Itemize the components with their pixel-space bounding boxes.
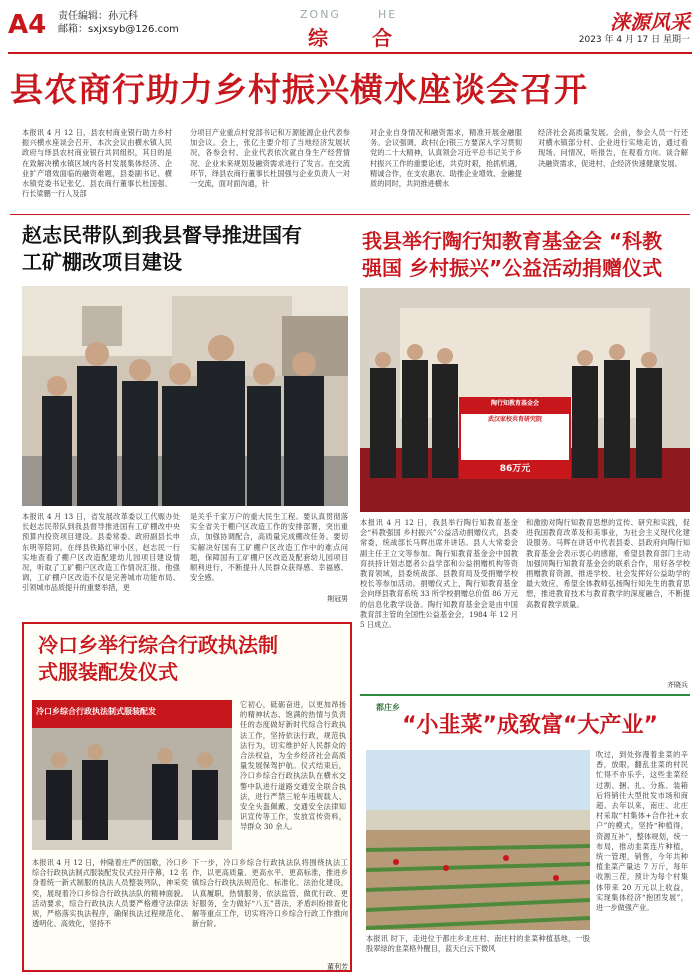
lead-headline: 县农商行助力乡村振兴横水座谈会召开: [10, 70, 588, 109]
section-cn-1: 综: [308, 26, 328, 50]
section-cn-2: 合: [372, 26, 392, 50]
leek-byline: 都庄乡: [376, 702, 400, 712]
leek-photo: [366, 750, 590, 930]
lead-col-4: 经济社会高质量发展。会前，参会人员一行还对横水镇部分村、企业进行实地走访，通过看现场、问情况，听报告，在观看方向、谈合解决融资需求，促进村、企经济快速健康发展。: [538, 128, 688, 168]
leek-bottom-col: 本报讯 时下，走进位于都庄乡北庄村、南庄村的韭菜种植基地，一股股翠绿的韭菜格外醒目，蓝天白云下微风: [366, 934, 590, 954]
zhao-title-line-2: 工矿棚改项目建设: [22, 250, 182, 274]
header-rule: [8, 52, 692, 54]
masthead: 涞源风采: [610, 10, 690, 34]
email-line: 邮箱：sxjxsyb@126.com: [58, 24, 179, 35]
section-en-1: ZONG: [300, 8, 341, 21]
leng-banner: 冷口乡综合行政执法制式服装配发: [36, 707, 156, 716]
zhao-col-1: 本报讯 4 月 13 日，省发展改革委以工代赈办处长赵志民带队到我县督导推进国有工矿棚改中央预算内投资项目建设。县委常委、政府副县长申东明等陪同。在绎县铁路红审小区，赵志民一行实地查看了棚户区改造配建幼儿园项目建设情况，听取了工矿棚户区改造工作情况汇报。他强调，工矿棚户区改造不仅是完善城市功能布局、引领城市品质提升的重要举措，更: [22, 512, 180, 593]
leng-title: [38, 632, 348, 686]
zhao-title-line-1: 赵志民带队到我县督导推进国有: [22, 223, 302, 247]
lead-col-1: 本报讯 4 月 12 日，县农村商业银行助力乡村振兴横水座谈会召开，本次会议由横水镇人民政府与绎县农村商业银行共同组织，其目的是在致解决横水镇区域内各村发展集体经济、企业扩产增效面临的融资难题，县委副书记、横水镇党委书记张亿、县农商行董事长杜国强、行长梁鹏一行人及部: [22, 128, 172, 199]
zhao-credit: 荆冠男: [327, 595, 348, 603]
zhao-title: [22, 222, 352, 276]
leek-right-col: 吹过，到处弥漫着韭菜的辛香，放眼，翻乱韭菜的村民忙得不亦乐乎，这些韭菜经过割、捆、扎、分拣、装箱后将销往大型批发市场和商超。去年以来，南庄、北庄村采取“村集体+合作社+农户”的模式，坚持“种植得，资源互补”，整体规划，统一布局，推动韭菜连片种植，统一管理，销售，今年共种植韭菜产量达 7 万斤，每年收割三茬，预计为每个村集体带来 20 万元以上收益，实现集体经济“抱团发展”，进一步做强产业。: [596, 750, 688, 913]
edu-title-line-1: 我县举行陶行知教育基金会 “科教: [362, 229, 663, 253]
section-en-2: HE: [378, 8, 398, 21]
editor-info: [58, 10, 179, 36]
edu-title-line-2: 强国 乡村振兴”公益活动捐赠仪式: [362, 256, 663, 280]
edu-credit: 齐晓兵: [667, 681, 688, 689]
zhao-col-2: 是关乎千家万户的重大民生工程。要认真贯彻落实全省关于棚户区改造工作的安排部署，突出重点，加强协调配合，高质量完成棚改任务。要切实解决好国有工矿棚户区改造工作中的难点问题，保障国有工矿棚户区改造及配套幼儿园项目顺利进行，不断提升人民群众获得感、幸福感、安全感。: [190, 512, 348, 583]
leng-col-2: 下一步，冷口乡综合行政执法队将围绕执法工作，以更高质量、更高水平、更高标准，推进乡镇综合行政执法规范化、标准化、法治化建设，认真履职，热情服务，依法监管，做优行政、更好服务，全力做好“八五”普法，矛盾纠纷排查化解等重点工作，切实将冷口乡综合行政工作推向新台阶。: [192, 858, 348, 929]
leng-title-line-1: 冷口乡举行综合行政执法制: [38, 633, 278, 657]
leng-col-1: 本报讯 4 月 12 日，仲隆着庄严的国歌，冷口乡综合行政执法制式服装配发仪式拉开序幕，12 名身着统一新式制服的执法人员整装列队，神采奕奕，展现着冷口乡综合行政执法队的精神面貌。活动要求，综合行政执法人员要严格遵守法律法规，严格落实执法程序，确保执法过程规范化、透明化、高效化，坚持不: [32, 858, 188, 929]
edu-col-2: 和激励对陶行知教育思想的宣传、研究和实践，促进我国教育改革及和美事业，为社会主义现代化建设服务。马辉在讲话中代表县委、县政府向陶行知教育基金会表示衷心的感谢，希望县教育部门主动加强同陶行知教育基金会的联系合作，用好各学校捐赠教育资源，推进学校、社会发挥好公益助学的最大效应，希望全体教师弘扬陶行知先生的教育思想，推进教育技术与教育教学的深度融合，不断提高教育教学质量。: [526, 518, 690, 609]
leng-right-col: 它初心，砥砺奋进，以更加昂扬的精神状态、饱满的热情与负责任的态度做好新时代综合行政执法工作，坚持依法行政，规范执法行为，切实维护好人民群众的合法权益，为全乡经济社会高质量发展保驾护航。仪式结束后，冷口乡综合行政执法队在横水交警中队进行道路交通安全联合执法，进行严禁三轮车违规载人、安全头盔佩戴、交通安全法律知识宣传等工作，发放宣传资料，导群众 30 余人。: [240, 700, 346, 832]
page-number: A4: [8, 10, 47, 40]
lead-col-3: 对企业自身情况和融资需求，精准开展金融服务。会议强调，政村(企)银三方要深入学习贯彻党的二十大精神，认真领会习近平总书记关于乡村振兴工作的重要论述，共克时艰，抢抓机遇，精诚合作，在支农惠农、助推企业增效、金融提质的同时，共同推进横水: [370, 128, 522, 189]
leng-title-line-2: 式服装配发仪式: [38, 660, 178, 684]
editor-line: 责任编辑：孙元科: [58, 11, 138, 22]
edu-title: [362, 228, 692, 282]
leng-photo: [32, 700, 232, 850]
divider: [10, 214, 690, 215]
zhao-photo: [22, 286, 348, 506]
edu-board-amount: 86万元: [499, 464, 531, 474]
edu-board-title: 陶行知教育基金会: [490, 400, 539, 407]
edu-col-1: 本报讯 4 月 12 日，我县举行陶行知教育基金会“科教强国 乡村振兴”公益活动捐赠仪式，县委常委，统战部长马辉出席并讲话。县人大常委会副主任王立文等参加。陶行知教育基金会中国教育扶持计划志愿者公益学部和公益捐赠机构等资教育领域，县委统战部、县教育局及受捐赠学校校长等参加活动。捐赠仪式上，陶行知教育基金会向绎县教育系统 33 所学校捐赠总价值 86 万元的信息化教学设备。陶行知教育基金会是由中国教育部主管的全国性公益基金会，1984 年 12 月 5 日成立。: [360, 518, 518, 630]
issue-date: 2023 年 4 月 17 日 星期一: [578, 35, 690, 45]
leek-title: “小韭菜”成致富“大产业”: [402, 713, 658, 738]
lead-col-2: 分项目产业重点村党部书记和万源能源企业代表参加会议。会上，张亿主要介绍了当地经济发展状况，各参会村、企业代表依次就自身生产经营情况、企业未来规划及融资需求进行了发言。在交流环节，绎县农商行董事长杜国强与企业负责人一对一交流，面对面沟通，针: [190, 128, 350, 189]
leng-credit: 董利芳: [327, 963, 348, 971]
edu-board-subtitle: 武汉家校共育研究院: [487, 416, 542, 423]
